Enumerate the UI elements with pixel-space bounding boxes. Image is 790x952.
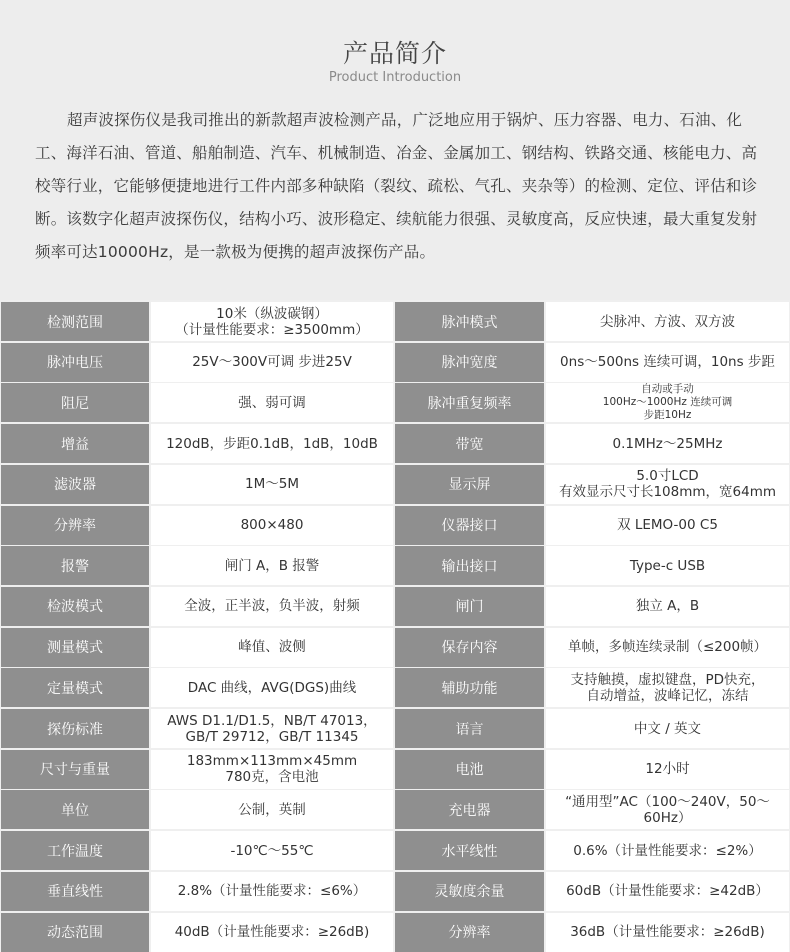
table-row — [0, 424, 790, 463]
table-row — [0, 709, 790, 748]
spec-label: 定量模式 — [1, 668, 149, 707]
spec-value: 120dB，步距0.1dB，1dB，10dB — [151, 424, 393, 463]
table-row — [0, 546, 790, 585]
spec-label: 尺寸与重量 — [1, 750, 149, 789]
intro-paragraph: 超声波探伤仪是我司推出的新款超声波检测产品，广泛地应用于锅炉、压力容器、电力、石油、化工、海洋石油、管道、船舶制造、汽车、机械制造、冶金、金属加工、钢结构、铁路交通、核能电力、高校等行业，它能够便捷地进行工件内部多种缺陷（裂纹、疏松、气孔、夹杂等）的检测、定位、评估和诊断。该数字化超声波探伤仪，结构小巧、波形稳定、续航能力很强、灵敏度高，反应快速，最大重复发射频率可达10000Hz，是一款极为便携的超声波探伤产品。 — [35, 111, 758, 261]
page-title: 产品简介 — [342, 39, 447, 68]
spec-label: 语言 — [395, 709, 544, 748]
spec-label: 电池 — [395, 750, 544, 789]
table-row — [0, 506, 790, 545]
spec-value: 5.0寸LCD 有效显示尺寸长108mm，宽64mm — [546, 465, 789, 504]
table-row — [0, 831, 790, 870]
table-row — [0, 465, 790, 504]
spec-label: 显示屏 — [395, 465, 544, 504]
spec-value: AWS D1.1/D1.5，NB/T 47013， GB/T 29712，GB/T 11345 — [151, 709, 393, 748]
spec-label: 单位 — [1, 790, 149, 829]
spec-value: -10℃～55℃ — [151, 831, 393, 870]
spec-label: 分辨率 — [1, 506, 149, 545]
spec-value: 2.8%（计量性能要求：≤6%） — [151, 872, 393, 911]
spec-value: 36dB（计量性能要求：≥26dB) — [546, 913, 789, 952]
spec-value: 自动或手动 100Hz～1000Hz 连续可调 步距10Hz — [546, 383, 789, 422]
spec-value: 支持触摸，虚拟键盘，PD快充， 自动增益，波峰记忆，冻结 — [546, 668, 789, 707]
spec-label: 垂直线性 — [1, 872, 149, 911]
spec-value: 1M～5M — [151, 465, 393, 504]
spec-label: 动态范围 — [1, 913, 149, 952]
spec-value: 单帧，多帧连续录制（≤200帧） — [546, 628, 789, 667]
spec-value: 双 LEMO-00 C5 — [546, 506, 789, 545]
spec-label: 闸门 — [395, 587, 544, 626]
spec-label: 探伤标准 — [1, 709, 149, 748]
spec-label: 滤波器 — [1, 465, 149, 504]
table-row — [0, 587, 790, 626]
spec-label: 辅助功能 — [395, 668, 544, 707]
spec-value: 公制，英制 — [151, 790, 393, 829]
spec-label: 报警 — [1, 546, 149, 585]
spec-value: 尖脉冲、方波、双方波 — [546, 302, 789, 341]
spec-value: 40dB（计量性能要求：≥26dB) — [151, 913, 393, 952]
spec-value: 800×480 — [151, 506, 393, 545]
spec-label: 保存内容 — [395, 628, 544, 667]
table-row — [0, 302, 790, 341]
spec-label: 水平线性 — [395, 831, 544, 870]
table-row — [0, 628, 790, 667]
spec-label: 灵敏度余量 — [395, 872, 544, 911]
spec-value: 峰值、波侧 — [151, 628, 393, 667]
spec-label: 仪器接口 — [395, 506, 544, 545]
spec-value: 独立 A，B — [546, 587, 789, 626]
spec-label: 检波模式 — [1, 587, 149, 626]
page-subtitle: Product Introduction — [328, 70, 462, 85]
spec-value: 全波，正半波，负半波，射频 — [151, 587, 393, 626]
spec-label: 分辨率 — [395, 913, 544, 952]
spec-label: 检测范围 — [1, 302, 149, 341]
spec-value: 强、弱可调 — [151, 383, 393, 422]
spec-value: “通用型”AC（100～240V，50～60Hz） — [546, 790, 789, 829]
spec-value: 60dB（计量性能要求：≥42dB） — [546, 872, 789, 911]
spec-value: 0ns～500ns 连续可调，10ns 步距 — [546, 343, 789, 382]
spec-label: 工作温度 — [1, 831, 149, 870]
spec-value: DAC 曲线，AVG(DGS)曲线 — [151, 668, 393, 707]
spec-label: 输出接口 — [395, 546, 544, 585]
spec-value: 中文 / 英文 — [546, 709, 789, 748]
spec-value: 10米（纵波碳钢） （计量性能要求：≥3500mm） — [151, 302, 393, 341]
table-row — [0, 343, 790, 382]
spec-label: 阻尼 — [1, 383, 149, 422]
spec-label: 脉冲模式 — [395, 302, 544, 341]
spec-value: 闸门 A，B 报警 — [151, 546, 393, 585]
spec-value: 0.1MHz～25MHz — [546, 424, 789, 463]
spec-label: 测量模式 — [1, 628, 149, 667]
table-row — [0, 750, 790, 789]
spec-label: 充电器 — [395, 790, 544, 829]
spec-label: 脉冲重复频率 — [395, 383, 544, 422]
spec-value: 25V～300V可调 步进25V — [151, 343, 393, 382]
intro-section — [0, 0, 790, 300]
table-row — [0, 790, 790, 829]
spec-label: 带宽 — [395, 424, 544, 463]
table-row — [0, 668, 790, 707]
spec-value: Type-c USB — [546, 546, 789, 585]
spec-value: 0.6%（计量性能要求：≤2%） — [546, 831, 789, 870]
table-row — [0, 913, 790, 952]
spec-label: 脉冲宽度 — [395, 343, 544, 382]
table-row — [0, 383, 790, 422]
spec-label: 脉冲电压 — [1, 343, 149, 382]
table-row — [0, 872, 790, 911]
spec-label: 增益 — [1, 424, 149, 463]
spec-value: 12小时 — [546, 750, 789, 789]
spec-value: 183mm×113mm×45mm 780克，含电池 — [151, 750, 393, 789]
